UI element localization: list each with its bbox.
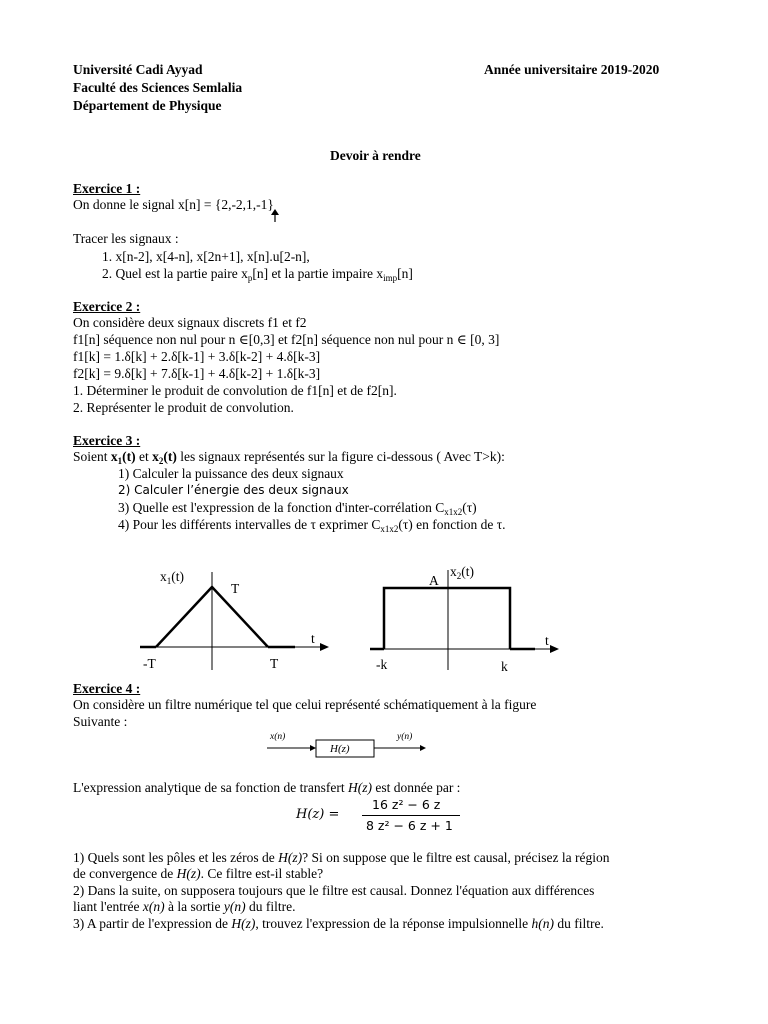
exercise-3-item: 4) Pour les différents intervalles de τ exprimer $C_{x1x2}(\tau)$ en fonction de τ. (118, 517, 506, 534)
exercise-2-heading: Exercice 2 : (73, 299, 141, 314)
exercise-4-question: de convergence de H(z). Ce filtre est-il stable? (73, 866, 324, 881)
fig1-left-label: -T (143, 656, 156, 671)
exercise-3-item: 1) Calculer la puissance des deux signaux (118, 466, 344, 481)
exercise-2-line: f2[k] = 9.δ[k] + 7.δ[k-1] + 4.δ[k-2] + 1.δ[k-3] (73, 366, 321, 381)
fraction-bar (362, 815, 460, 816)
block-input-label: x(n) (270, 732, 286, 742)
origin-arrow-icon (268, 209, 282, 223)
fig2-ylabel: $x_2(t)$ (450, 564, 474, 581)
page-title: Devoir à rendre (330, 148, 421, 163)
exercise-2-line: 1. Déterminer le produit de convolution de f1[n] et de f2[n]. (73, 383, 397, 398)
exercise-1-line: On donne le signal x[n] = {2,-2,1,-1} (73, 197, 274, 212)
fig1-t-label: t (311, 631, 315, 646)
university-name: Université Cadi Ayyad (73, 62, 203, 77)
fig2-left-label: -k (376, 657, 388, 672)
equation-numerator: 16 z² − 6 z (372, 797, 441, 812)
exercise-3-item: 2) Calculer l’énergie des deux signaux (118, 483, 349, 497)
fig2-amp-label: A (429, 573, 439, 588)
block-output-label: y(n) (397, 732, 413, 742)
academic-year: Année universitaire 2019-2020 (484, 62, 660, 77)
fig2-right-label: k (501, 659, 508, 674)
exercise-3-heading: Exercice 3 : (73, 433, 141, 448)
exercise-4-heading: Exercice 4 : (73, 681, 141, 696)
exercise-2-line: f1[n] séquence non nul pour n ∈[0,3] et f2[n] séquence non nul pour n ∈ [0, 3] (73, 332, 500, 347)
equation-denominator: 8 z² − 6 z + 1 (366, 818, 453, 833)
fig1-peak-label: T (231, 581, 240, 596)
exercise-4-question: 1) Quels sont les pôles et les zéros de H(z)? Si on suppose que le filtre est causal, précisez la région (73, 850, 610, 865)
exercise-1-item: 1. x[n-2], x[4-n], x[2n+1], x[n].u[2-n], (102, 249, 310, 264)
output-arrow-icon (420, 745, 426, 751)
exercise-3-intro: Soient $x_1(t)$ et $x_2(t)$ les signaux représentés sur la figure ci-dessous ( Avec T>k): (73, 449, 505, 466)
fig1-right-label: T (270, 656, 279, 671)
exercise-4-line: Suivante : (73, 714, 128, 729)
t-axis-arrow-icon (320, 643, 329, 651)
exercise-1-heading: Exercice 1 : (73, 181, 141, 196)
exercise-1-item: 2. Quel est la partie paire $x_p[n]$ et la partie impaire $x_{imp}[n]$ (102, 266, 413, 283)
block-filter-label: H(z) (330, 743, 350, 755)
faculty-name: Faculté des Sciences Semlalia (73, 80, 243, 95)
fig1-ylabel: $x_1(t)$ (160, 569, 184, 586)
exercise-2-line: On considère deux signaux discrets f1 et f2 (73, 315, 307, 330)
exercise-2-line: f1[k] = 1.δ[k] + 2.δ[k-1] + 3.δ[k-2] + 4.δ[k-3] (73, 349, 321, 364)
exercise-2-line: 2. Représenter le produit de convolution. (73, 400, 294, 415)
exercise-4-question: liant l'entrée x(n) à la sortie y(n) du filtre. (73, 899, 296, 914)
t-axis-arrow-icon (550, 645, 559, 653)
exercise-1-line: Tracer les signaux : (73, 231, 179, 246)
equation-lhs: H(z) = (296, 807, 340, 822)
fig2-t-label: t (545, 633, 549, 648)
department-name: Département de Physique (73, 98, 222, 113)
input-arrow-icon (310, 745, 316, 751)
exercise-4-question: 3) A partir de l'expression de H(z), trouvez l'expression de la réponse impulsionnelle h(n) du filtre. (73, 916, 604, 931)
exercise-4-line: On considère un filtre numérique tel que celui représenté schématiquement à la figure (73, 697, 537, 712)
exercise-3-item: 3) Quelle est l'expression de la fonction d'inter-corrélation $C_{x1x2}(\tau)$ (118, 500, 477, 517)
exercise-4-line: L'expression analytique de sa fonction de transfert H(z) est donnée par : (73, 780, 461, 795)
exercise-4-question: 2) Dans la suite, on supposera toujours que le filtre est causal. Donnez l'équation aux différences (73, 883, 595, 898)
rectangle-wave (384, 588, 510, 649)
